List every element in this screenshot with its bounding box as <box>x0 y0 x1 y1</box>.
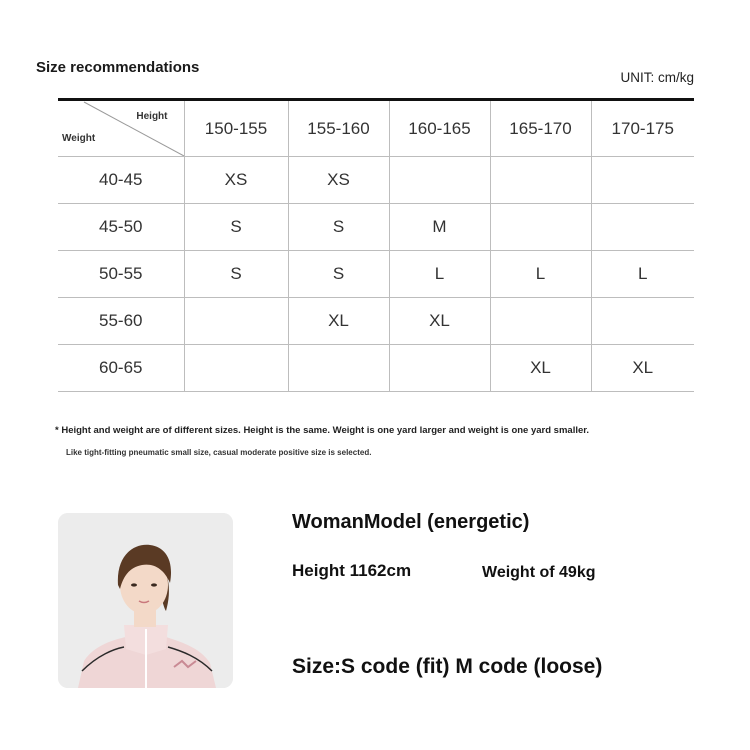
size-cell: XL <box>389 298 490 345</box>
corner-height-label: Height <box>136 111 168 122</box>
size-cell <box>389 157 490 204</box>
size-cell: L <box>389 251 490 298</box>
table-row <box>58 204 694 251</box>
weight-cell: 40-45 <box>58 157 184 204</box>
size-cell <box>389 345 490 392</box>
size-cell: XS <box>288 157 389 204</box>
size-cell: S <box>288 204 389 251</box>
weight-cell: 55-60 <box>58 298 184 345</box>
size-note: * Height and weight are of different sizes. Height is the same. Weight is one yard larger and weight is one yard smaller. <box>55 425 590 436</box>
height-header: 165-170 <box>490 101 591 157</box>
table-row <box>58 251 694 298</box>
model-weight: Weight of 49kg <box>482 564 596 581</box>
model-size: Size:S code (fit) M code (loose) <box>292 655 603 678</box>
table-header-row <box>58 101 694 157</box>
weight-cell: 45-50 <box>58 204 184 251</box>
height-header: 150-155 <box>184 101 288 157</box>
table-corner-cell <box>58 101 184 157</box>
size-table <box>58 98 694 392</box>
height-header: 155-160 <box>288 101 389 157</box>
corner-diagonal-line <box>58 101 184 156</box>
size-cell: L <box>490 251 591 298</box>
size-cell: S <box>184 251 288 298</box>
table-row <box>58 345 694 392</box>
weight-cell: 60-65 <box>58 345 184 392</box>
size-cell: XL <box>490 345 591 392</box>
size-cell: L <box>591 251 694 298</box>
size-cell <box>591 157 694 204</box>
height-header: 170-175 <box>591 101 694 157</box>
size-cell <box>490 157 591 204</box>
size-cell <box>184 298 288 345</box>
model-title: WomanModel (energetic) <box>292 511 530 533</box>
weight-cell: 50-55 <box>58 251 184 298</box>
page-title: Size recommendations <box>36 59 200 76</box>
size-cell: XS <box>184 157 288 204</box>
size-cell <box>490 204 591 251</box>
model-height: Height 1162cm <box>292 561 412 580</box>
size-cell: M <box>389 204 490 251</box>
size-cell: S <box>184 204 288 251</box>
model-illustration <box>58 513 233 688</box>
height-header: 160-165 <box>389 101 490 157</box>
corner-weight-label: Weight <box>62 133 96 144</box>
table-row <box>58 157 694 204</box>
size-cell <box>591 298 694 345</box>
unit-label: UNIT: cm/kg <box>620 70 694 85</box>
model-photo <box>58 513 233 688</box>
size-cell <box>591 204 694 251</box>
size-subnote: Like tight-fitting pneumatic small size, casual moderate positive size is selected. <box>66 448 372 457</box>
size-cell: S <box>288 251 389 298</box>
size-cell <box>288 345 389 392</box>
size-cell <box>490 298 591 345</box>
size-cell: XL <box>591 345 694 392</box>
size-cell <box>184 345 288 392</box>
size-cell: XL <box>288 298 389 345</box>
table-row <box>58 298 694 345</box>
